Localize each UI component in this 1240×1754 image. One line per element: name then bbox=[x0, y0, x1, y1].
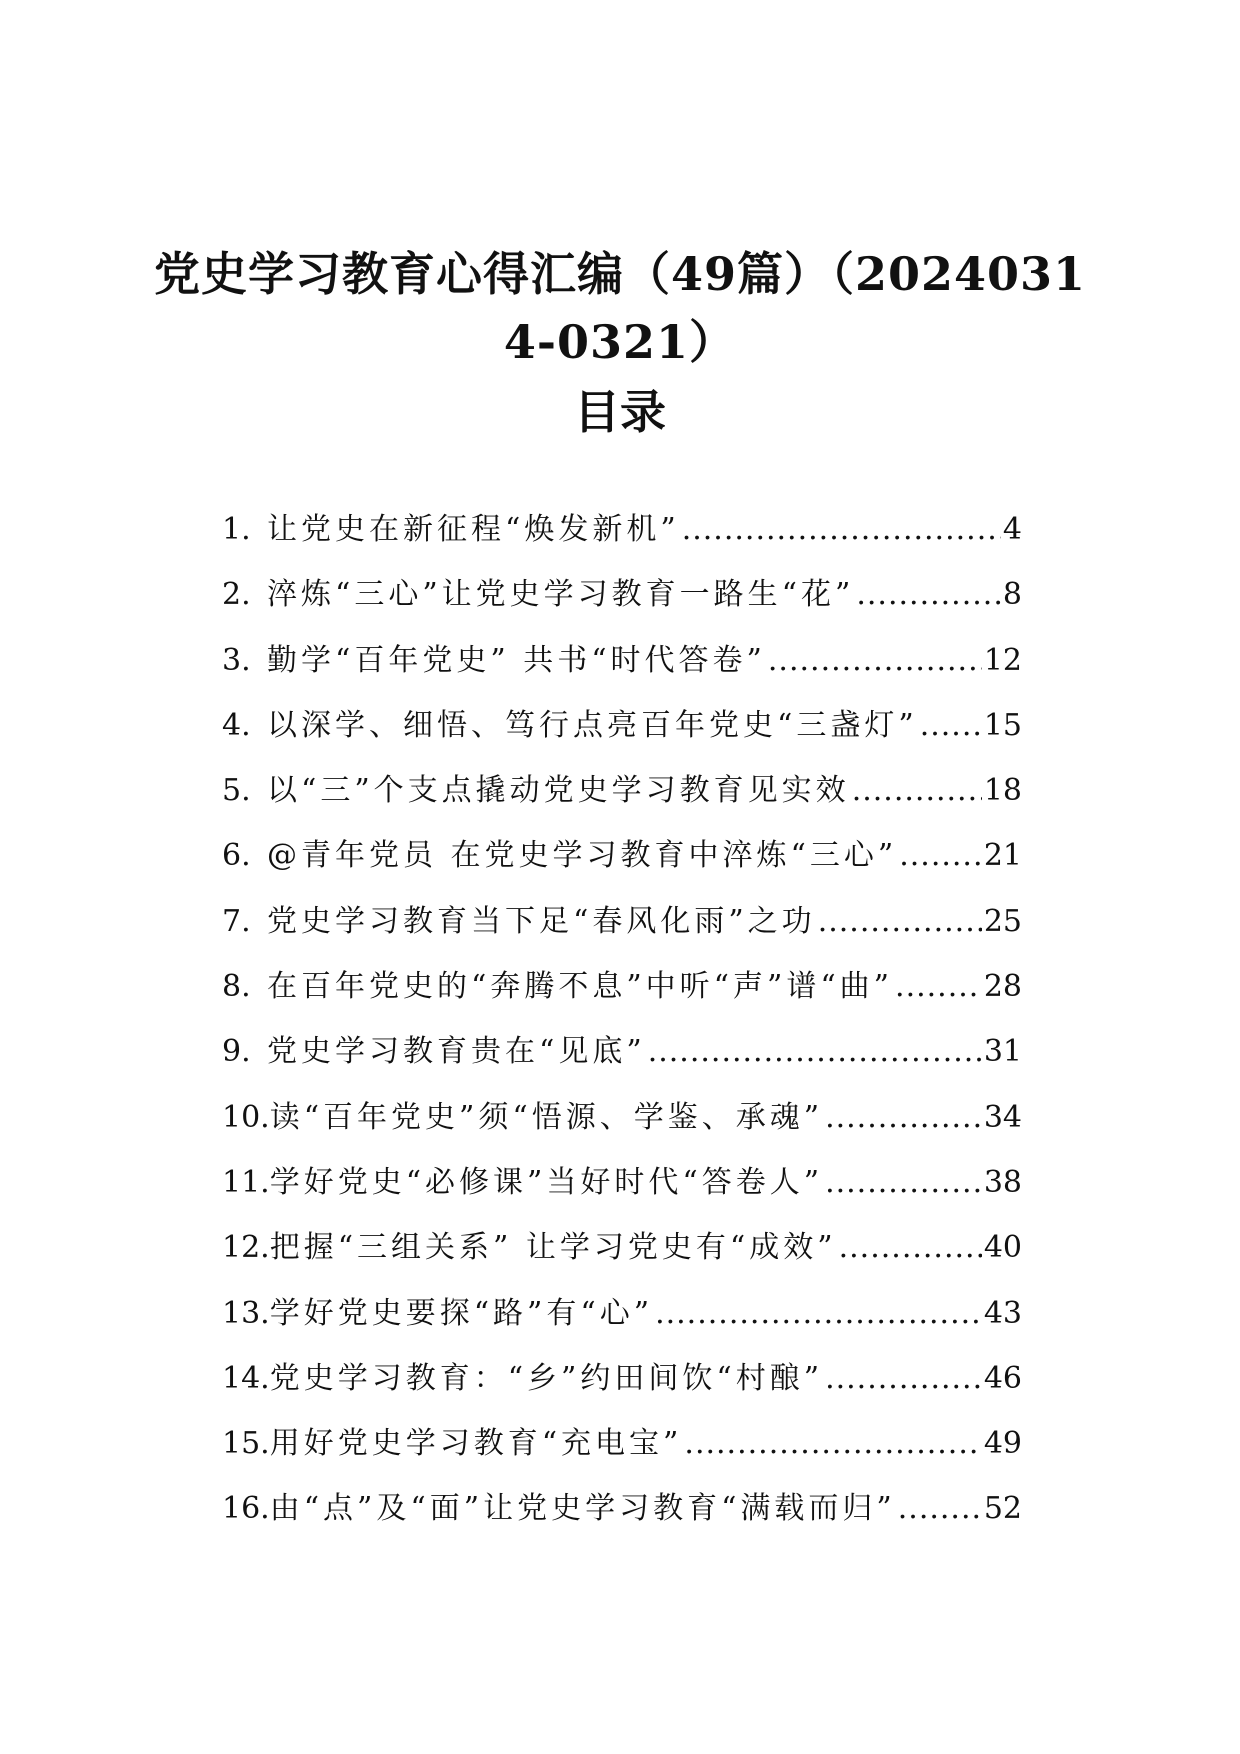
table-of-contents bbox=[222, 510, 1022, 1555]
toc-entry-page-number: 15 bbox=[983, 707, 1022, 743]
toc-entry-number: 3. bbox=[222, 642, 251, 678]
toc-entry-page-number: 38 bbox=[983, 1164, 1022, 1200]
toc-entry[interactable] bbox=[222, 1424, 1022, 1489]
toc-entry-page-number: 28 bbox=[983, 969, 1022, 1005]
toc-entry-number: 13. bbox=[222, 1295, 270, 1331]
toc-entry-page-number: 43 bbox=[983, 1295, 1022, 1331]
toc-entry[interactable] bbox=[222, 836, 1022, 901]
toc-entry[interactable] bbox=[222, 641, 1022, 706]
document-title-line-1: 党史学习教育心得汇编（49篇）（2024031 bbox=[153, 247, 1087, 301]
toc-entry[interactable] bbox=[222, 1228, 1022, 1293]
toc-entry-title: 党史学习教育当下足“春风化雨”之功 bbox=[267, 903, 816, 939]
toc-entry-title: 把握“三组关系” 让学习党史有“成效” bbox=[269, 1230, 837, 1266]
toc-entry-title: 学好党史要探“路”有“心” bbox=[269, 1295, 654, 1331]
toc-entry-page-number: 21 bbox=[983, 838, 1022, 874]
toc-entry[interactable] bbox=[222, 1032, 1022, 1097]
toc-dot-leader bbox=[648, 1032, 982, 1072]
toc-entry-number: 1. bbox=[222, 512, 251, 547]
toc-dot-leader bbox=[898, 1489, 982, 1529]
toc-entry-number: 7. bbox=[222, 903, 251, 939]
toc-entry-title: 读“百年党史”须“悟源、学鉴、承魂” bbox=[269, 1099, 824, 1135]
toc-dot-leader bbox=[768, 641, 982, 681]
toc-dot-leader bbox=[920, 706, 982, 746]
toc-entry-number: 10. bbox=[222, 1099, 270, 1135]
toc-entry[interactable] bbox=[222, 1359, 1022, 1424]
toc-entry-page-number: 34 bbox=[983, 1099, 1022, 1135]
toc-entry[interactable] bbox=[222, 575, 1022, 640]
toc-entry[interactable] bbox=[222, 1489, 1022, 1554]
toc-entry[interactable] bbox=[222, 1163, 1022, 1228]
toc-entry-title: 用好党史学习教育“充电宝” bbox=[269, 1426, 683, 1462]
toc-entry-title: 由“点”及“面”让党史学习教育“满载而归” bbox=[269, 1491, 896, 1527]
toc-heading: 目录 bbox=[574, 385, 666, 439]
toc-entry-page-number: 40 bbox=[983, 1230, 1022, 1266]
toc-entry-page-number: 49 bbox=[983, 1426, 1022, 1462]
toc-dot-leader bbox=[682, 510, 1001, 550]
toc-dot-leader bbox=[825, 1163, 982, 1203]
toc-entry[interactable] bbox=[222, 510, 1022, 575]
toc-entry-number: 14. bbox=[222, 1360, 270, 1396]
toc-entry-title: 以深学、细悟、笃行点亮百年党史“三盏灯” bbox=[267, 707, 918, 743]
toc-entry-number: 9. bbox=[222, 1034, 251, 1070]
toc-entry[interactable] bbox=[222, 1098, 1022, 1163]
toc-dot-leader bbox=[895, 967, 982, 1007]
toc-dot-leader bbox=[684, 1424, 981, 1464]
toc-entry-number: 4. bbox=[222, 707, 251, 743]
toc-entry-number: 6. bbox=[222, 838, 251, 874]
toc-entry-title: 以“三”个支点撬动党史学习教育见实效 bbox=[267, 773, 850, 809]
toc-entry-page-number: 12 bbox=[983, 642, 1022, 678]
toc-entry[interactable] bbox=[222, 771, 1022, 836]
toc-dot-leader bbox=[899, 836, 982, 876]
toc-entry-title: 让党史在新征程“焕发新机” bbox=[267, 512, 680, 547]
toc-entry-page-number: 18 bbox=[983, 773, 1022, 809]
toc-dot-leader bbox=[825, 1359, 982, 1399]
toc-entry-page-number: 4 bbox=[1002, 512, 1022, 547]
toc-entry-page-number: 8 bbox=[1002, 577, 1022, 613]
document-title-line-2: 4-0321） bbox=[503, 315, 737, 369]
toc-entry-title: 在百年党史的“奔腾不息”中听“声”谱“曲” bbox=[267, 969, 894, 1005]
title-block bbox=[150, 240, 1090, 448]
toc-entry[interactable] bbox=[222, 706, 1022, 771]
toc-entry-page-number: 46 bbox=[983, 1360, 1022, 1396]
toc-entry-title: 淬炼“三心”让党史学习教育一路生“花” bbox=[267, 577, 855, 613]
toc-entry[interactable] bbox=[222, 1294, 1022, 1359]
toc-dot-leader bbox=[655, 1294, 982, 1334]
toc-entry-number: 16. bbox=[222, 1491, 270, 1527]
toc-entry-number: 5. bbox=[222, 773, 251, 809]
toc-dot-leader bbox=[852, 771, 982, 811]
toc-entry-title: 党史学习教育：“乡”约田间饮“村酿” bbox=[269, 1360, 824, 1396]
toc-entry-number: 11. bbox=[222, 1164, 270, 1200]
toc-entry-page-number: 31 bbox=[983, 1034, 1022, 1070]
toc-dot-leader bbox=[839, 1228, 982, 1268]
toc-entry-title: 党史学习教育贵在“见底” bbox=[267, 1034, 646, 1070]
toc-entry-title: 学好党史“必修课”当好时代“答卷人” bbox=[269, 1164, 824, 1200]
toc-entry[interactable] bbox=[222, 967, 1022, 1032]
toc-entry-page-number: 25 bbox=[983, 903, 1022, 939]
toc-dot-leader bbox=[818, 902, 982, 942]
toc-entry-number: 2. bbox=[222, 577, 251, 613]
toc-entry-number: 8. bbox=[222, 969, 251, 1005]
toc-entry-page-number: 52 bbox=[983, 1491, 1022, 1527]
toc-entry-number: 12. bbox=[222, 1230, 270, 1266]
toc-entry-title: @青年党员 在党史学习教育中淬炼“三心” bbox=[267, 838, 898, 874]
toc-dot-leader bbox=[856, 575, 1001, 615]
toc-entry-title: 勤学“百年党史” 共书“时代答卷” bbox=[267, 642, 766, 678]
toc-entry[interactable] bbox=[222, 902, 1022, 967]
toc-entry-number: 15. bbox=[222, 1426, 270, 1462]
toc-dot-leader bbox=[825, 1098, 982, 1138]
